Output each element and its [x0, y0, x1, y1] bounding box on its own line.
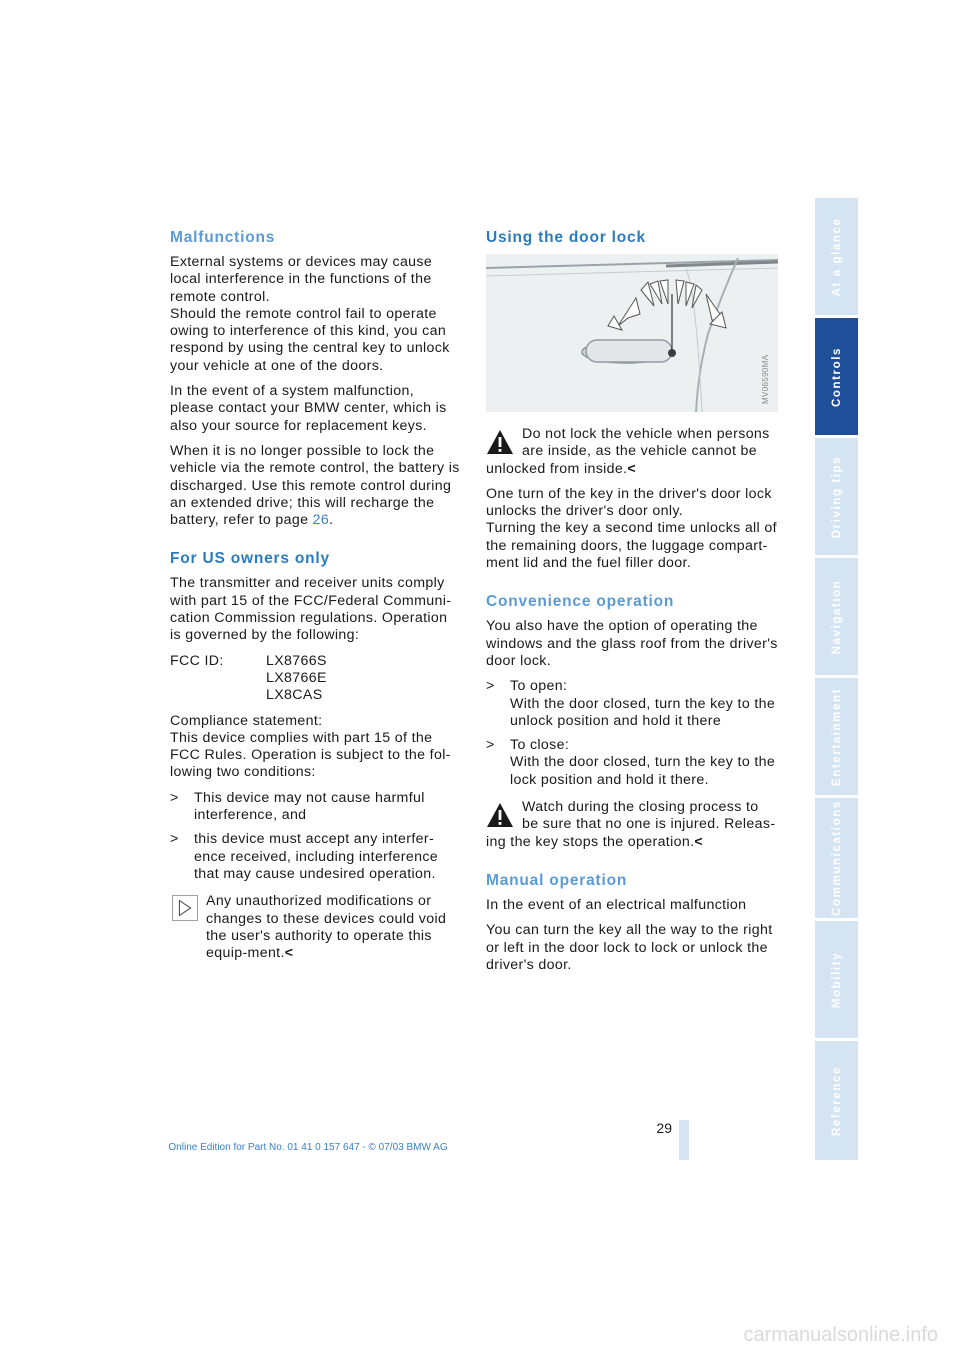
warning-first-line: Watch during the closing process to [522, 799, 759, 816]
open-title: To open: [510, 678, 568, 695]
fcc-id: LX8766S [266, 652, 327, 669]
fcc-id-block [170, 653, 462, 705]
note-indent-line [170, 911, 462, 963]
tab-label: Communications [830, 800, 843, 916]
list-item-body [510, 678, 778, 730]
compliance-title: Compliance statement: [170, 712, 323, 729]
left-column [170, 228, 462, 970]
malfunctions-heading: Malfunctions [170, 229, 276, 246]
bullet-marker: > [170, 831, 179, 848]
note-text: changes to these devices could void the user's authority to operate this equip-ment. [206, 910, 447, 962]
warning-block [486, 799, 778, 851]
bullet-marker: > [486, 678, 495, 695]
tab-label: Reference [830, 1065, 843, 1136]
list-item-text: this device must accept any interfer-ence received, including interference that may cause undesired operation. [194, 831, 439, 882]
close-text: With the door closed, turn the key to the lock position and hold it there. [510, 754, 776, 788]
chapter-sidebar [815, 198, 858, 1160]
watermark: carmanualsonline.info [743, 1324, 938, 1346]
fcc-id-list [266, 653, 327, 705]
list-item-text: This device may not cause harmful interference, and [194, 789, 425, 824]
note-block [170, 893, 462, 962]
note-arrow-icon [172, 895, 198, 921]
fcc-label: FCC ID: [170, 652, 224, 669]
manual-paragraph: In the event of an electrical malfunction [486, 896, 747, 913]
tab-controls[interactable] [815, 318, 858, 435]
manual-paragraph: You can turn the key all the way to the right or left in the door lock to lock or unlock the driver's door. [486, 922, 773, 973]
warning-icon [486, 801, 514, 829]
end-mark: < [627, 460, 637, 477]
warning-text: are inside, as the vehicle cannot be unlocked from inside. [486, 443, 758, 477]
list-item [170, 790, 462, 825]
malf-text-1: External systems or devices may cause local interference in the functions of the remote control. [170, 254, 433, 305]
compliance-text: This device complies with part 15 of the FCC Rules. Operation is subject to the fol-lowing two conditions: [170, 729, 451, 781]
tab-at-a-glance[interactable] [815, 198, 858, 315]
malfunctions-paragraph [170, 443, 462, 529]
tab-label: Entertainment [830, 687, 843, 786]
tab-navigation[interactable] [815, 558, 858, 675]
manual-operation-heading: Manual operation [486, 871, 628, 889]
tab-label: Mobility [830, 951, 843, 1008]
fcc-id: LX8CAS [266, 687, 323, 704]
door-text-1: One turn of the key in the driver's door lock unlocks the driver's door only. [486, 485, 772, 520]
us-owners-paragraph: The transmitter and receiver units comply with part 15 of the FCC/Federal Communi-cation Commission regulations. Operation is governed by the following: [170, 575, 452, 644]
list-item-body [510, 737, 778, 789]
tab-label: At a glance [830, 217, 843, 296]
tab-communications[interactable] [815, 798, 858, 918]
list-item [170, 831, 462, 883]
end-mark: < [694, 833, 704, 850]
malfunctions-paragraph [170, 254, 462, 306]
warning-rest [486, 816, 778, 851]
footer-text: Online Edition for Part No. 01 41 0 157 647 - © 07/03 BMW AG [168, 1142, 448, 1153]
warning-first-line: Do not lock the vehicle when persons [522, 426, 770, 442]
door-text-2: Turning the key a second time unlocks all of the remaining doors, the luggage compart-ment lid and the fuel filler door. [486, 520, 777, 572]
right-column [486, 228, 778, 982]
bullet-marker: > [486, 737, 495, 754]
list-item [486, 678, 778, 730]
convenience-heading: Convenience operation [486, 593, 675, 611]
list-item [486, 737, 778, 789]
open-text: With the door closed, turn the key to the unlock position and hold it there [510, 695, 776, 729]
end-mark: < [284, 945, 294, 962]
malfunctions-paragraph: In the event of a system malfunction, please contact your BMW center, which is also your source for replacement keys. [170, 383, 447, 434]
period: . [329, 512, 334, 529]
tab-label: Driving tips [830, 455, 843, 538]
door-lock-heading: Using the door lock [486, 229, 646, 246]
warning-icon [486, 428, 514, 456]
bullet-marker: > [170, 789, 179, 806]
door-paragraph [486, 486, 778, 572]
us-owners-heading: For US owners only [170, 550, 330, 568]
tab-label: Navigation [830, 579, 843, 654]
warning-block [486, 426, 778, 478]
door-lock-illustration [486, 254, 778, 412]
figure-code: MV06590MA [761, 354, 770, 404]
fcc-id: LX8766E [266, 669, 327, 686]
page-number: 29 [656, 1120, 672, 1136]
page-reference-link[interactable]: 26 [312, 512, 330, 529]
footer [0, 1142, 960, 1153]
page-number-bar [679, 1120, 689, 1160]
tab-entertainment[interactable] [815, 678, 858, 795]
compliance-paragraph [170, 713, 462, 782]
convenience-paragraph: You also have the option of operating the windows and the glass roof from the driver's door lock. [486, 618, 778, 669]
tab-driving-tips[interactable] [815, 438, 858, 555]
warning-text: be sure that no one is injured. Releas-ing the key stops the operation. [486, 816, 776, 850]
door-handle-image [486, 254, 778, 412]
close-title: To close: [510, 737, 570, 754]
note-first-line: Any unauthorized modifications or [206, 893, 432, 910]
tab-mobility[interactable] [815, 921, 858, 1038]
malfunctions-paragraph: Should the remote control fail to operate owing to interference of this kind, you can respond by using the central key to unlock your vehicle at one of the doors. [170, 305, 450, 374]
warning-rest [486, 443, 778, 478]
tab-label: Controls [830, 346, 843, 407]
malf-text-4: When it is no longer possible to lock the vehicle via the remote control, the battery is discharged. Use this remote control during an extended drive; this will recharge the battery, refer to page [170, 442, 460, 529]
